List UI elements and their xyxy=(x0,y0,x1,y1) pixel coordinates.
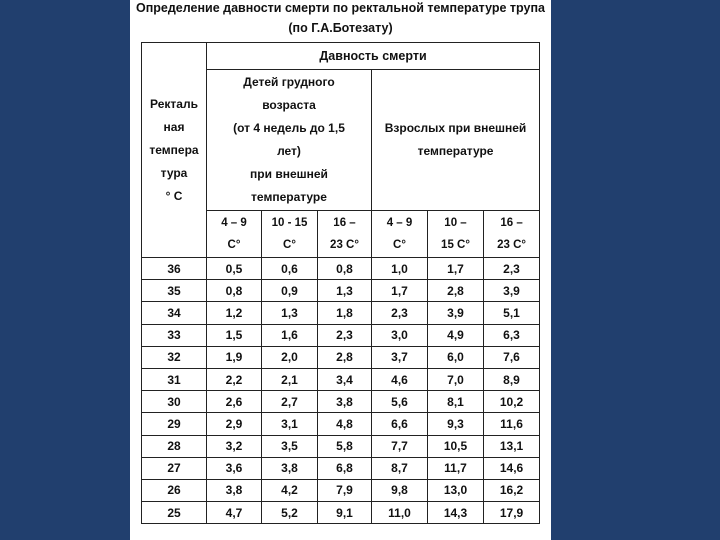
table-row xyxy=(142,324,540,346)
hours-cell: 3,1 xyxy=(262,413,318,435)
header-range-5 xyxy=(428,211,484,258)
hours-cell: 1,5 xyxy=(207,324,262,346)
hours-cell: 3,9 xyxy=(484,280,540,302)
document-page xyxy=(130,0,551,540)
temperature-cell: 35 xyxy=(142,280,207,302)
hours-cell: 3,8 xyxy=(262,457,318,479)
hours-cell: 13,1 xyxy=(484,435,540,457)
temperature-cell: 29 xyxy=(142,413,207,435)
temperature-cell: 33 xyxy=(142,324,207,346)
hours-cell: 14,6 xyxy=(484,457,540,479)
hours-cell: 5,1 xyxy=(484,302,540,324)
hours-cell: 1,7 xyxy=(428,258,484,280)
hours-cell: 3,6 xyxy=(207,457,262,479)
table-row xyxy=(142,346,540,368)
table-row xyxy=(142,391,540,413)
hours-cell: 7,7 xyxy=(372,435,428,457)
hours-cell: 9,8 xyxy=(372,479,428,501)
hours-cell: 10,5 xyxy=(428,435,484,457)
hours-cell: 4,8 xyxy=(318,413,372,435)
header-line: Детей грудного xyxy=(243,75,335,89)
hours-cell: 8,1 xyxy=(428,391,484,413)
header-range-1 xyxy=(207,211,262,258)
hours-cell: 6,8 xyxy=(318,457,372,479)
temperature-cell: 28 xyxy=(142,435,207,457)
document-subtitle: (по Г.А.Ботезату) xyxy=(288,21,393,35)
temperature-cell: 36 xyxy=(142,258,207,280)
hours-cell: 0,6 xyxy=(262,258,318,280)
header-range-line: 10 – xyxy=(444,217,467,229)
hours-cell: 17,9 xyxy=(484,502,540,524)
header-range-4 xyxy=(372,211,428,258)
hours-cell: 0,5 xyxy=(207,258,262,280)
death-time-table xyxy=(141,42,540,524)
hours-cell: 8,9 xyxy=(484,368,540,390)
header-range-line: 4 – 9 xyxy=(221,217,247,229)
hours-cell: 5,2 xyxy=(262,502,318,524)
hours-cell: 2,3 xyxy=(484,258,540,280)
header-range-line: 4 – 9 xyxy=(386,217,413,229)
header-range-line: С° xyxy=(227,239,241,251)
table-row xyxy=(142,435,540,457)
hours-cell: 3,5 xyxy=(262,435,318,457)
header-range-3 xyxy=(318,211,372,258)
hours-cell: 4,6 xyxy=(372,368,428,390)
table-body xyxy=(142,258,540,524)
header-line: ная xyxy=(163,119,185,134)
temperature-cell: 30 xyxy=(142,391,207,413)
header-time-since-death: Давность смерти xyxy=(207,43,540,70)
hours-cell: 1,3 xyxy=(318,280,372,302)
table-row xyxy=(142,368,540,390)
hours-cell: 10,2 xyxy=(484,391,540,413)
hours-cell: 1,9 xyxy=(207,346,262,368)
header-range-line: 16 – xyxy=(500,217,523,229)
hours-cell: 7,0 xyxy=(428,368,484,390)
hours-cell: 2,7 xyxy=(262,391,318,413)
hours-cell: 16,2 xyxy=(484,479,540,501)
temperature-cell: 25 xyxy=(142,502,207,524)
hours-cell: 4,7 xyxy=(207,502,262,524)
header-range-line: 10 - 15 xyxy=(271,217,308,229)
header-line: при внешней xyxy=(250,167,328,181)
hours-cell: 7,6 xyxy=(484,346,540,368)
header-adults xyxy=(372,70,540,211)
hours-cell: 1,6 xyxy=(262,324,318,346)
hours-cell: 2,9 xyxy=(207,413,262,435)
header-range-2 xyxy=(262,211,318,258)
header-line: температуре xyxy=(251,190,327,204)
hours-cell: 13,0 xyxy=(428,479,484,501)
header-line: лет) xyxy=(277,144,301,158)
hours-cell: 2,0 xyxy=(262,346,318,368)
hours-cell: 3,0 xyxy=(372,324,428,346)
hours-cell: 1,7 xyxy=(372,280,428,302)
header-range-line: 15 С° xyxy=(441,239,470,251)
table-row xyxy=(142,479,540,501)
hours-cell: 1,3 xyxy=(262,302,318,324)
hours-cell: 9,3 xyxy=(428,413,484,435)
hours-cell: 0,9 xyxy=(262,280,318,302)
hours-cell: 3,8 xyxy=(207,479,262,501)
hours-cell: 6,0 xyxy=(428,346,484,368)
temperature-cell: 34 xyxy=(142,302,207,324)
header-range-line: 23 С° xyxy=(497,239,526,251)
hours-cell: 1,8 xyxy=(318,302,372,324)
header-range-line: 23 С° xyxy=(330,239,359,251)
table-row xyxy=(142,413,540,435)
header-line: ° С xyxy=(165,188,183,203)
hours-cell: 1,0 xyxy=(372,258,428,280)
hours-cell: 0,8 xyxy=(207,280,262,302)
hours-cell: 3,7 xyxy=(372,346,428,368)
table-row xyxy=(142,258,540,280)
header-line: Ректаль xyxy=(150,96,198,111)
hours-cell: 0,8 xyxy=(318,258,372,280)
temperature-cell: 27 xyxy=(142,457,207,479)
document-title: Определение давности смерти по ректальной температуре трупа xyxy=(136,1,545,15)
hours-cell: 2,8 xyxy=(428,280,484,302)
header-line: (от 4 недель до 1,5 xyxy=(233,121,345,135)
header-rectal-temperature xyxy=(142,43,207,258)
hours-cell: 2,3 xyxy=(318,324,372,346)
table-row xyxy=(142,302,540,324)
hours-cell: 4,9 xyxy=(428,324,484,346)
header-range-line: С° xyxy=(393,239,406,251)
hours-cell: 3,2 xyxy=(207,435,262,457)
temperature-cell: 32 xyxy=(142,346,207,368)
hours-cell: 2,8 xyxy=(318,346,372,368)
hours-cell: 11,0 xyxy=(372,502,428,524)
hours-cell: 11,6 xyxy=(484,413,540,435)
header-line: возраста xyxy=(262,98,316,112)
header-line: Взрослых при внешней xyxy=(384,121,527,135)
table-row xyxy=(142,457,540,479)
hours-cell: 2,1 xyxy=(262,368,318,390)
hours-cell: 4,2 xyxy=(262,479,318,501)
header-range-line: 16 – xyxy=(333,217,356,229)
hours-cell: 7,9 xyxy=(318,479,372,501)
hours-cell: 2,2 xyxy=(207,368,262,390)
table-row xyxy=(142,280,540,302)
hours-cell: 9,1 xyxy=(318,502,372,524)
hours-cell: 2,6 xyxy=(207,391,262,413)
header-line: тура xyxy=(160,165,188,180)
hours-cell: 5,8 xyxy=(318,435,372,457)
temperature-cell: 31 xyxy=(142,368,207,390)
hours-cell: 2,3 xyxy=(372,302,428,324)
header-range-line: С° xyxy=(283,239,296,251)
hours-cell: 3,8 xyxy=(318,391,372,413)
hours-cell: 11,7 xyxy=(428,457,484,479)
header-infants xyxy=(207,70,372,211)
hours-cell: 3,4 xyxy=(318,368,372,390)
header-line: температуре xyxy=(417,144,494,158)
header-line: темпера xyxy=(149,142,199,157)
hours-cell: 3,9 xyxy=(428,302,484,324)
temperature-cell: 26 xyxy=(142,479,207,501)
table-row xyxy=(142,502,540,524)
hours-cell: 14,3 xyxy=(428,502,484,524)
hours-cell: 1,2 xyxy=(207,302,262,324)
hours-cell: 6,3 xyxy=(484,324,540,346)
header-range-6 xyxy=(484,211,540,258)
hours-cell: 5,6 xyxy=(372,391,428,413)
hours-cell: 8,7 xyxy=(372,457,428,479)
hours-cell: 6,6 xyxy=(372,413,428,435)
